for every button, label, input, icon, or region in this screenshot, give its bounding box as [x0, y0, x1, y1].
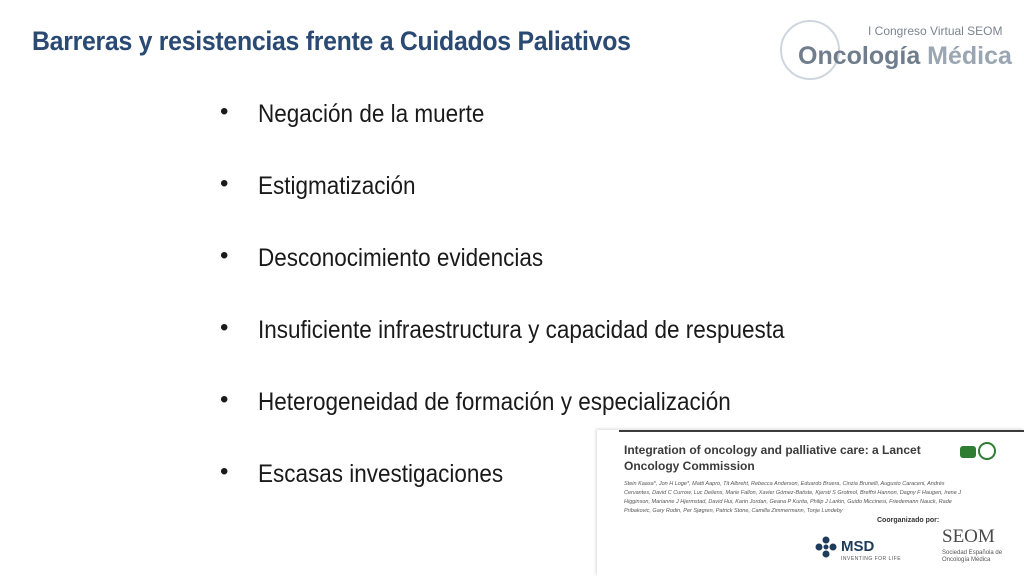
bullet-text: Heterogeneidad de formación y especialización [258, 388, 731, 416]
bullet-dot: • [220, 386, 229, 413]
paper-divider [619, 430, 1024, 432]
bullet-dot: • [220, 170, 229, 197]
open-access-icon [960, 446, 976, 458]
bullet-text: Escasas investigaciones [258, 460, 504, 488]
logo-subtitle: I Congreso Virtual SEOM [868, 24, 1003, 38]
journal-logo-icon [960, 442, 1000, 464]
bullet-dot: • [220, 98, 229, 125]
paper-authors: Stein Kaasa*, Jon H Loge*, Matti Aapro, Tit Albreht, Rebecca Anderson, Eduardo Bruera, Cinzia Brunelli, Augusto Caraceni, Andrés Cervantes, David C Currow, Luc Deliens, Marie Fallon, Xavier Gómez-Batiste, Kjersti S Grotmol, Breffni Hannon, Dagny F Haugen, Irene J Higginson, Marianne J Hjermstad, David Hui, Karin Jordan, Geana P Kurita, Philip J Larkin, Guido Miccinesi, Friedemann Nauck, Rade Pribakovic, Gary Rodin, Per Sjøgren, Patrick Stone, Camilla Zimmermann, Tonje Lundeby [624, 481, 962, 514]
congress-logo [780, 18, 1015, 80]
seom-name: SEOM [942, 526, 995, 547]
seom-logo [942, 526, 1022, 572]
logo-name [798, 42, 1012, 71]
logo-name-part2: Médica [920, 42, 1012, 70]
msd-logo [815, 534, 935, 564]
bullet-dot: • [220, 242, 229, 269]
msd-mark-icon [815, 536, 837, 558]
bullet-text: Insuficiente infraestructura y capacidad de respuesta [258, 316, 785, 344]
bullet-text: Estigmatización [258, 172, 416, 200]
msd-tagline: INVENTING FOR LIFE [841, 556, 902, 562]
bullet-dot: • [220, 458, 229, 485]
slide-title: Barreras y resistencias frente a Cuidados Paliativos [32, 26, 631, 56]
logo-name-part1: Oncología [798, 42, 921, 70]
paper-title: Integration of oncology and palliative care: a Lancet Oncology Commission [624, 443, 921, 473]
seom-fullname: Sociedad Española de Oncología Médica [942, 550, 1003, 563]
bullet-text: Desconocimiento evidencias [258, 244, 544, 272]
crossmark-icon [978, 442, 996, 460]
paper-excerpt-image [597, 430, 1024, 576]
bullet-dot: • [220, 314, 229, 341]
coorganized-label: Coorganizado por: [877, 517, 940, 524]
msd-name: MSD [841, 538, 875, 555]
bullet-text: Negación de la muerte [258, 100, 485, 128]
